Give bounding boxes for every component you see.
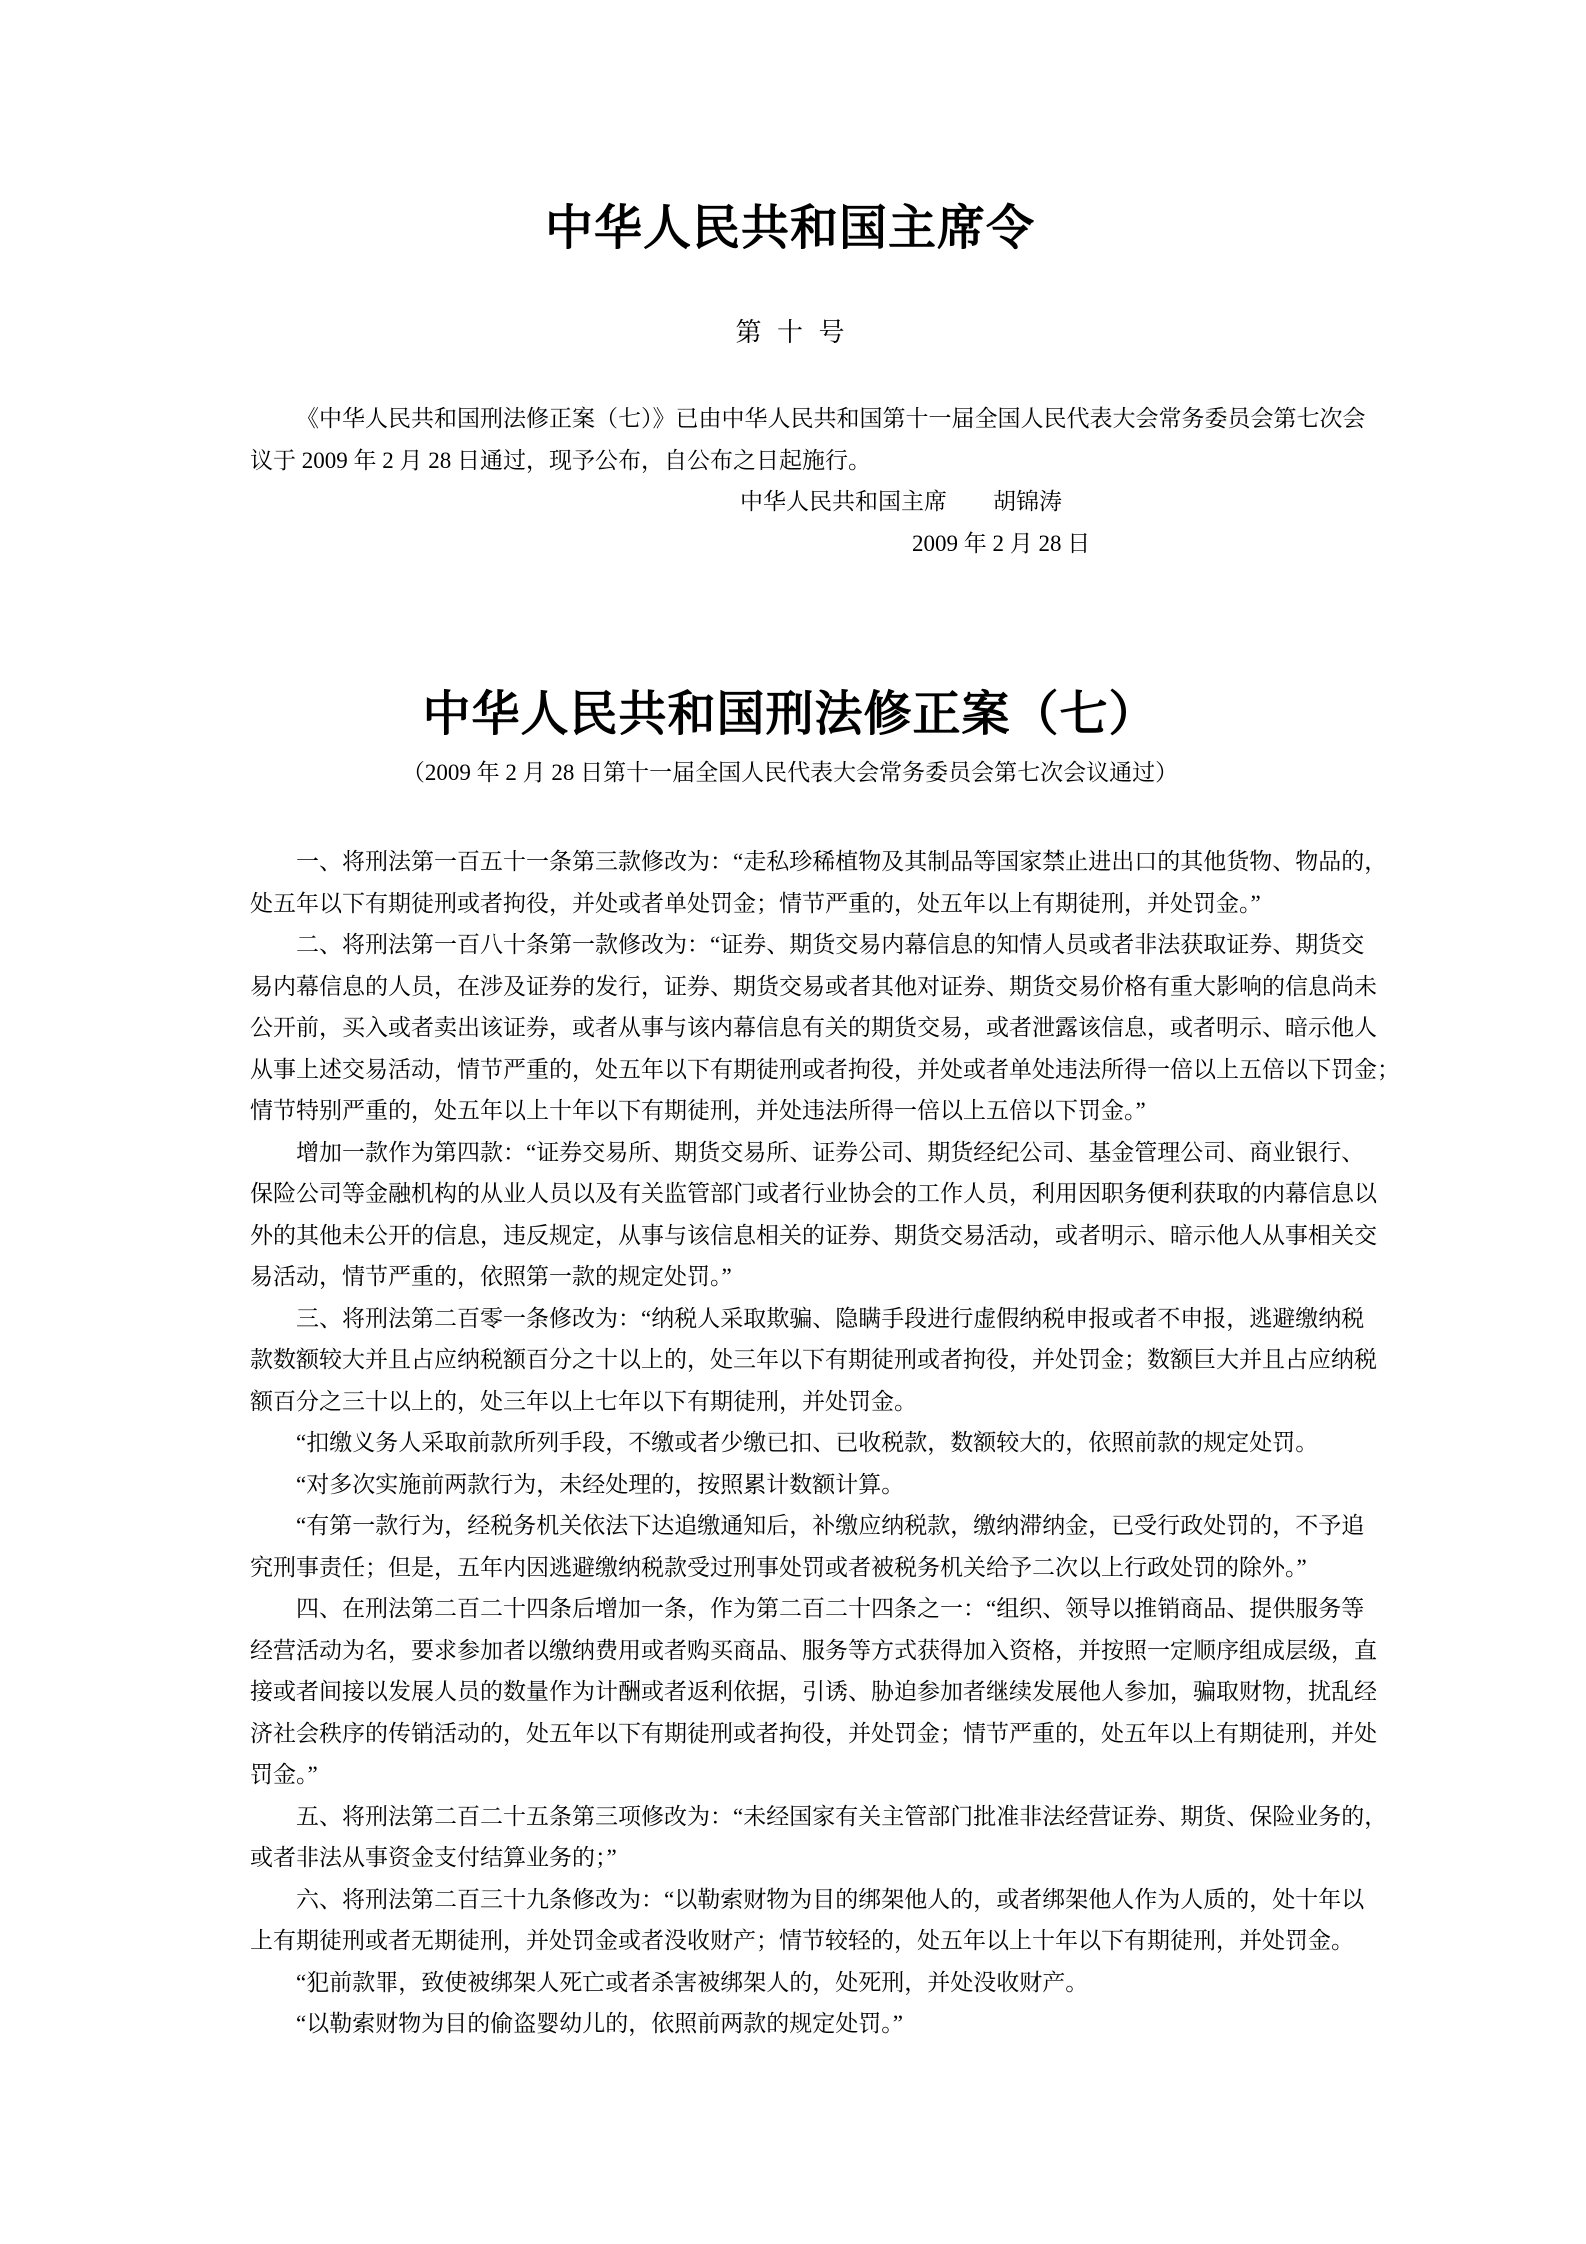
text-line: 易内幕信息的人员，在涉及证券的发行，证券、期货交易或者其他对证券、期货交易价格有重大影响的信息尚未 <box>250 973 1377 999</box>
text-line: 情节特别严重的，处五年以上十年以下有期徒刑，并处违法所得一倍以上五倍以下罚金。” <box>250 1098 1146 1123</box>
text-line: 或者非法从事资金支付结算业务的；” <box>250 1845 617 1870</box>
text-line: 款数额较大并且占应纳税额百分之十以上的，处三年以下有期徒刑或者拘役，并处罚金；数额巨大并且占应纳税 <box>250 1347 1377 1372</box>
text-line: 上有期徒刑或者无期徒刑，并处罚金或者没收财产；情节较轻的，处五年以上十年以下有期徒刑，并处罚金。 <box>250 1928 1354 1953</box>
text-line: 二、将刑法第一百八十条第一款修改为：“证券、期货交易内幕信息的知情人员或者非法获取证券、期货交 <box>296 932 1365 957</box>
text-line: 罚金。” <box>250 1762 318 1787</box>
text-line: 三、将刑法第二百零一条修改为：“纳税人采取欺骗、隐瞒手段进行虚假纳税申报或者不申报，逃避缴纳税 <box>296 1305 1365 1331</box>
order-number: 第 十 号 <box>735 318 845 347</box>
text-line: 四、在刑法第二百二十四条后增加一条，作为第二百二十四条之一：“组织、领导以推销商品、提供服务等 <box>296 1596 1365 1621</box>
text-line: “扣缴义务人采取前款所列手段，不缴或者少缴已扣、已收税款，数额较大的，依照前款的规定处罚。 <box>296 1430 1319 1455</box>
amendment-body <box>250 841 1400 2045</box>
text-line: 易活动，情节严重的，依照第一款的规定处罚。” <box>250 1264 732 1289</box>
order-title: 中华人民共和国主席令 <box>544 202 1035 255</box>
text-line: 五、将刑法第二百二十五条第三项修改为：“未经国家有关主管部门批准非法经营证券、期货、保险业务的， <box>296 1803 1388 1829</box>
text-line: 经营活动为名，要求参加者以缴纳费用或者购买商品、服务等方式获得加入资格，并按照一定顺序组成层级，直 <box>250 1637 1377 1663</box>
text-line: 公开前，买入或者卖出该证券，或者从事与该内幕信息有关的期货交易，或者泄露该信息，或者明示、暗示他人 <box>250 1015 1377 1040</box>
text-line: “有第一款行为，经税务机关依法下达追缴通知后，补缴应纳税款，缴纳滞纳金，已受行政处罚的，不予追 <box>296 1513 1365 1538</box>
text-line: 外的其他未公开的信息，违反规定，从事与该信息相关的证券、期货交易活动，或者明示、暗示他人从事相关交 <box>250 1222 1377 1248</box>
text-line: 增加一款作为第四款：“证券交易所、期货交易所、证券公司、期货经纪公司、基金管理公司、商业银行、 <box>296 1139 1365 1165</box>
amendment-subtitle: （2009 年 2 月 28 日第十一届全国人民代表大会常务委员会第七次会议通过） <box>401 760 1179 785</box>
amendment-section <box>250 688 1400 2045</box>
text-line: 处五年以下有期徒刑或者拘役，并处或者单处罚金；情节严重的，处五年以上有期徒刑，并处罚金。” <box>250 890 1261 916</box>
text-line: 保险公司等金融机构的从业人员以及有关监管部门或者行业协会的工作人员，利用因职务便利获取的内幕信息以 <box>250 1181 1377 1206</box>
order-date-line: 2009 年 2 月 28 日 <box>912 530 1091 556</box>
text-line: 从事上述交易活动，情节严重的，处五年以下有期徒刑或者拘役，并处或者单处违法所得一倍以上五倍以下罚金； <box>250 1056 1400 1082</box>
text-line: 一、将刑法第一百五十一条第三款修改为：“走私珍稀植物及其制品等国家禁止进出口的其他货物、物品的， <box>296 849 1388 874</box>
text-line: 《中华人民共和国刑法修正案（七）》已由中华人民共和国第十一届全国人民代表大会常务委员会第七次会 <box>296 406 1366 431</box>
text-line: 六、将刑法第二百三十九条修改为：“以勒索财物为目的绑架他人的，或者绑架他人作为人质的，处十年以 <box>296 1886 1365 1912</box>
text-line: “犯前款罪，致使被绑架人死亡或者杀害被绑架人的，处死刑，并处没收财产。 <box>296 1969 1089 1995</box>
text-line: “对多次实施前两款行为，未经处理的，按照累计数额计算。 <box>296 1471 905 1497</box>
text-line: 议于 2009 年 2 月 28 日通过，现予公布，自公布之日起施行。 <box>250 447 871 473</box>
text-line: 额百分之三十以上的，处三年以上七年以下有期徒刑，并处罚金。 <box>250 1388 917 1414</box>
order-signatory-line: 中华人民共和国主席 胡锦涛 <box>740 489 1062 514</box>
text-line: 接或者间接以发展人员的数量作为计酬或者返利依据，引诱、胁迫参加者继续发展他人参加，骗取财物，扰乱经 <box>250 1679 1377 1704</box>
order-paragraph <box>250 398 1366 481</box>
text-line: “以勒索财物为目的偷盗婴幼儿的，依照前两款的规定处罚。” <box>296 2011 903 2036</box>
text-line: 究刑事责任；但是，五年内因逃避缴纳税款受过刑事处罚或者被税务机关给予二次以上行政处罚的除外。” <box>250 1554 1307 1580</box>
presidential-order-section <box>250 0 1366 564</box>
text-line: 济社会秩序的传销活动的，处五年以下有期徒刑或者拘役，并处罚金；情节严重的，处五年以上有期徒刑，并处 <box>250 1720 1377 1746</box>
amendment-title: 中华人民共和国刑法修正案（七） <box>422 688 1158 741</box>
